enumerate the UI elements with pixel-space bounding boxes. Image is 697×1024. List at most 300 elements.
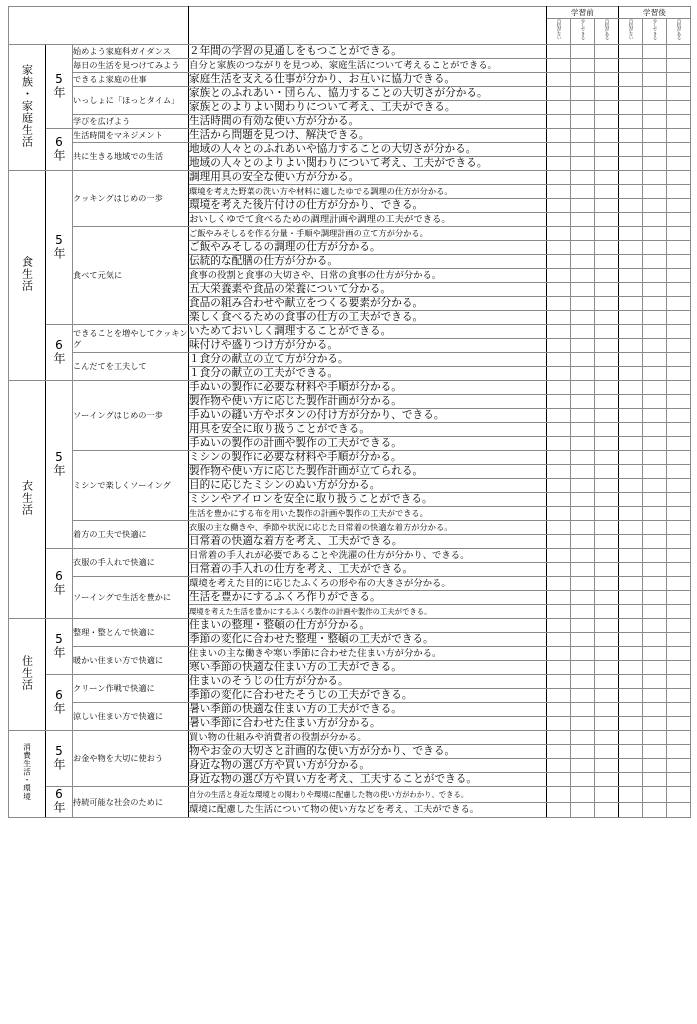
rating-cell-after-2[interactable] xyxy=(643,409,667,423)
rating-cell-before-1[interactable] xyxy=(547,157,571,171)
rating-cell-after-2[interactable] xyxy=(643,563,667,577)
rating-cell-before-2[interactable] xyxy=(571,59,595,73)
rating-cell-before-1[interactable] xyxy=(547,143,571,157)
rating-cell-after-1[interactable] xyxy=(619,703,643,717)
rating-cell-after-2[interactable] xyxy=(643,451,667,465)
rating-cell-before-1[interactable] xyxy=(547,703,571,717)
rating-cell-after-2[interactable] xyxy=(643,479,667,493)
rating-cell-before-3[interactable] xyxy=(595,493,619,507)
rating-cell-before-1[interactable] xyxy=(547,353,571,367)
rating-cell-before-1[interactable] xyxy=(547,395,571,409)
rating-cell-before-1[interactable] xyxy=(547,325,571,339)
rating-cell-before-1[interactable] xyxy=(547,507,571,521)
rating-cell-after-1[interactable] xyxy=(619,241,643,255)
rating-cell-before-1[interactable] xyxy=(547,802,571,818)
rating-cell-after-3[interactable] xyxy=(667,45,691,59)
rating-cell-before-2[interactable] xyxy=(571,255,595,269)
rating-cell-after-2[interactable] xyxy=(643,73,667,87)
rating-cell-after-1[interactable] xyxy=(619,619,643,633)
rating-cell-after-3[interactable] xyxy=(667,535,691,549)
rating-cell-after-3[interactable] xyxy=(667,255,691,269)
rating-cell-after-3[interactable] xyxy=(667,703,691,717)
rating-cell-after-3[interactable] xyxy=(667,283,691,297)
rating-cell-after-2[interactable] xyxy=(643,703,667,717)
rating-cell-after-3[interactable] xyxy=(667,339,691,353)
rating-cell-after-1[interactable] xyxy=(619,213,643,227)
rating-cell-before-1[interactable] xyxy=(547,255,571,269)
rating-cell-after-3[interactable] xyxy=(667,395,691,409)
rating-cell-before-3[interactable] xyxy=(595,507,619,521)
rating-cell-after-1[interactable] xyxy=(619,549,643,563)
rating-cell-after-3[interactable] xyxy=(667,689,691,703)
rating-cell-before-1[interactable] xyxy=(547,591,571,605)
rating-cell-before-1[interactable] xyxy=(547,423,571,437)
rating-cell-before-3[interactable] xyxy=(595,73,619,87)
rating-cell-before-1[interactable] xyxy=(547,675,571,689)
rating-cell-after-1[interactable] xyxy=(619,577,643,591)
rating-cell-after-2[interactable] xyxy=(643,549,667,563)
rating-cell-before-2[interactable] xyxy=(571,297,595,311)
rating-cell-before-1[interactable] xyxy=(547,731,571,745)
rating-cell-before-2[interactable] xyxy=(571,45,595,59)
rating-cell-before-3[interactable] xyxy=(595,227,619,241)
rating-cell-before-3[interactable] xyxy=(595,451,619,465)
rating-cell-before-3[interactable] xyxy=(595,115,619,129)
rating-cell-after-3[interactable] xyxy=(667,227,691,241)
rating-cell-before-2[interactable] xyxy=(571,535,595,549)
rating-cell-before-2[interactable] xyxy=(571,157,595,171)
rating-cell-after-1[interactable] xyxy=(619,101,643,115)
rating-cell-after-2[interactable] xyxy=(643,227,667,241)
rating-cell-before-3[interactable] xyxy=(595,213,619,227)
rating-cell-after-3[interactable] xyxy=(667,325,691,339)
rating-cell-before-3[interactable] xyxy=(595,381,619,395)
rating-cell-before-1[interactable] xyxy=(547,605,571,619)
rating-cell-before-1[interactable] xyxy=(547,381,571,395)
rating-cell-after-3[interactable] xyxy=(667,353,691,367)
rating-cell-before-1[interactable] xyxy=(547,549,571,563)
rating-cell-after-1[interactable] xyxy=(619,423,643,437)
rating-cell-after-3[interactable] xyxy=(667,773,691,787)
rating-cell-before-1[interactable] xyxy=(547,311,571,325)
rating-cell-before-2[interactable] xyxy=(571,633,595,647)
rating-cell-before-2[interactable] xyxy=(571,619,595,633)
rating-cell-after-3[interactable] xyxy=(667,661,691,675)
rating-cell-before-3[interactable] xyxy=(595,703,619,717)
rating-cell-before-3[interactable] xyxy=(595,675,619,689)
rating-cell-after-1[interactable] xyxy=(619,802,643,818)
rating-cell-after-1[interactable] xyxy=(619,465,643,479)
rating-cell-before-3[interactable] xyxy=(595,129,619,143)
rating-cell-after-1[interactable] xyxy=(619,563,643,577)
rating-cell-before-2[interactable] xyxy=(571,283,595,297)
rating-cell-before-2[interactable] xyxy=(571,241,595,255)
rating-cell-after-2[interactable] xyxy=(643,255,667,269)
rating-cell-after-1[interactable] xyxy=(619,535,643,549)
rating-cell-after-1[interactable] xyxy=(619,633,643,647)
rating-cell-before-3[interactable] xyxy=(595,409,619,423)
rating-cell-after-2[interactable] xyxy=(643,605,667,619)
rating-cell-after-2[interactable] xyxy=(643,339,667,353)
rating-cell-after-1[interactable] xyxy=(619,731,643,745)
rating-cell-before-1[interactable] xyxy=(547,185,571,199)
rating-cell-before-3[interactable] xyxy=(595,563,619,577)
rating-cell-after-2[interactable] xyxy=(643,507,667,521)
rating-cell-before-1[interactable] xyxy=(547,283,571,297)
rating-cell-before-2[interactable] xyxy=(571,689,595,703)
rating-cell-after-2[interactable] xyxy=(643,619,667,633)
rating-cell-after-2[interactable] xyxy=(643,633,667,647)
rating-cell-after-2[interactable] xyxy=(643,59,667,73)
rating-cell-after-2[interactable] xyxy=(643,199,667,213)
rating-cell-before-2[interactable] xyxy=(571,325,595,339)
rating-cell-before-3[interactable] xyxy=(595,59,619,73)
rating-cell-before-1[interactable] xyxy=(547,759,571,773)
rating-cell-after-3[interactable] xyxy=(667,115,691,129)
rating-cell-after-2[interactable] xyxy=(643,353,667,367)
rating-cell-after-1[interactable] xyxy=(619,507,643,521)
rating-cell-before-3[interactable] xyxy=(595,241,619,255)
rating-cell-before-3[interactable] xyxy=(595,255,619,269)
rating-cell-before-1[interactable] xyxy=(547,129,571,143)
rating-cell-before-3[interactable] xyxy=(595,521,619,535)
rating-cell-before-3[interactable] xyxy=(595,367,619,381)
rating-cell-after-3[interactable] xyxy=(667,381,691,395)
rating-cell-before-3[interactable] xyxy=(595,773,619,787)
rating-cell-after-1[interactable] xyxy=(619,605,643,619)
rating-cell-before-3[interactable] xyxy=(595,311,619,325)
rating-cell-after-3[interactable] xyxy=(667,409,691,423)
rating-cell-after-1[interactable] xyxy=(619,773,643,787)
rating-cell-before-2[interactable] xyxy=(571,87,595,101)
rating-cell-after-2[interactable] xyxy=(643,129,667,143)
rating-cell-after-3[interactable] xyxy=(667,465,691,479)
rating-cell-after-1[interactable] xyxy=(619,759,643,773)
rating-cell-after-2[interactable] xyxy=(643,395,667,409)
rating-cell-after-1[interactable] xyxy=(619,521,643,535)
rating-cell-before-3[interactable] xyxy=(595,802,619,818)
rating-cell-before-1[interactable] xyxy=(547,73,571,87)
rating-cell-after-1[interactable] xyxy=(619,171,643,185)
rating-cell-after-1[interactable] xyxy=(619,143,643,157)
rating-cell-after-2[interactable] xyxy=(643,423,667,437)
rating-cell-after-1[interactable] xyxy=(619,115,643,129)
rating-cell-before-2[interactable] xyxy=(571,353,595,367)
rating-cell-before-1[interactable] xyxy=(547,367,571,381)
rating-cell-after-2[interactable] xyxy=(643,45,667,59)
rating-cell-after-2[interactable] xyxy=(643,731,667,745)
rating-cell-after-3[interactable] xyxy=(667,451,691,465)
rating-cell-before-1[interactable] xyxy=(547,87,571,101)
rating-cell-before-2[interactable] xyxy=(571,199,595,213)
rating-cell-after-3[interactable] xyxy=(667,802,691,818)
rating-cell-after-3[interactable] xyxy=(667,185,691,199)
rating-cell-after-1[interactable] xyxy=(619,745,643,759)
rating-cell-after-2[interactable] xyxy=(643,661,667,675)
rating-cell-before-2[interactable] xyxy=(571,465,595,479)
rating-cell-before-3[interactable] xyxy=(595,479,619,493)
rating-cell-after-1[interactable] xyxy=(619,493,643,507)
rating-cell-before-2[interactable] xyxy=(571,143,595,157)
rating-cell-after-3[interactable] xyxy=(667,59,691,73)
rating-cell-after-1[interactable] xyxy=(619,661,643,675)
rating-cell-after-2[interactable] xyxy=(643,115,667,129)
rating-cell-after-2[interactable] xyxy=(643,787,667,803)
rating-cell-after-3[interactable] xyxy=(667,717,691,731)
rating-cell-after-2[interactable] xyxy=(643,577,667,591)
rating-cell-before-3[interactable] xyxy=(595,143,619,157)
rating-cell-after-1[interactable] xyxy=(619,297,643,311)
rating-cell-after-2[interactable] xyxy=(643,437,667,451)
rating-cell-after-3[interactable] xyxy=(667,521,691,535)
rating-cell-before-1[interactable] xyxy=(547,339,571,353)
rating-cell-before-2[interactable] xyxy=(571,591,595,605)
rating-cell-after-3[interactable] xyxy=(667,171,691,185)
rating-cell-after-3[interactable] xyxy=(667,493,691,507)
rating-cell-after-2[interactable] xyxy=(643,465,667,479)
rating-cell-before-3[interactable] xyxy=(595,647,619,661)
rating-cell-before-2[interactable] xyxy=(571,129,595,143)
rating-cell-before-2[interactable] xyxy=(571,101,595,115)
rating-cell-before-2[interactable] xyxy=(571,745,595,759)
rating-cell-before-2[interactable] xyxy=(571,423,595,437)
rating-cell-before-2[interactable] xyxy=(571,661,595,675)
rating-cell-after-1[interactable] xyxy=(619,255,643,269)
rating-cell-before-3[interactable] xyxy=(595,185,619,199)
rating-cell-before-3[interactable] xyxy=(595,661,619,675)
rating-cell-before-2[interactable] xyxy=(571,115,595,129)
rating-cell-after-3[interactable] xyxy=(667,367,691,381)
rating-cell-before-3[interactable] xyxy=(595,157,619,171)
rating-cell-after-2[interactable] xyxy=(643,311,667,325)
rating-cell-before-1[interactable] xyxy=(547,465,571,479)
rating-cell-after-1[interactable] xyxy=(619,717,643,731)
rating-cell-before-1[interactable] xyxy=(547,787,571,803)
rating-cell-before-2[interactable] xyxy=(571,395,595,409)
rating-cell-after-3[interactable] xyxy=(667,101,691,115)
rating-cell-after-3[interactable] xyxy=(667,479,691,493)
rating-cell-after-3[interactable] xyxy=(667,549,691,563)
rating-cell-after-1[interactable] xyxy=(619,157,643,171)
rating-cell-after-2[interactable] xyxy=(643,591,667,605)
rating-cell-after-3[interactable] xyxy=(667,297,691,311)
rating-cell-before-1[interactable] xyxy=(547,577,571,591)
rating-cell-before-2[interactable] xyxy=(571,479,595,493)
rating-cell-before-1[interactable] xyxy=(547,773,571,787)
rating-cell-before-2[interactable] xyxy=(571,493,595,507)
rating-cell-before-3[interactable] xyxy=(595,423,619,437)
rating-cell-after-2[interactable] xyxy=(643,802,667,818)
rating-cell-before-2[interactable] xyxy=(571,521,595,535)
rating-cell-before-1[interactable] xyxy=(547,661,571,675)
rating-cell-before-3[interactable] xyxy=(595,199,619,213)
rating-cell-after-1[interactable] xyxy=(619,185,643,199)
rating-cell-before-2[interactable] xyxy=(571,185,595,199)
rating-cell-before-2[interactable] xyxy=(571,647,595,661)
rating-cell-after-3[interactable] xyxy=(667,213,691,227)
rating-cell-after-1[interactable] xyxy=(619,787,643,803)
rating-cell-before-2[interactable] xyxy=(571,213,595,227)
rating-cell-before-3[interactable] xyxy=(595,283,619,297)
rating-cell-before-3[interactable] xyxy=(595,87,619,101)
rating-cell-before-1[interactable] xyxy=(547,59,571,73)
rating-cell-before-3[interactable] xyxy=(595,731,619,745)
rating-cell-before-2[interactable] xyxy=(571,171,595,185)
rating-cell-before-3[interactable] xyxy=(595,297,619,311)
rating-cell-after-3[interactable] xyxy=(667,787,691,803)
rating-cell-before-2[interactable] xyxy=(571,787,595,803)
rating-cell-before-1[interactable] xyxy=(547,689,571,703)
rating-cell-after-3[interactable] xyxy=(667,731,691,745)
rating-cell-after-1[interactable] xyxy=(619,479,643,493)
rating-cell-after-2[interactable] xyxy=(643,241,667,255)
rating-cell-after-1[interactable] xyxy=(619,325,643,339)
rating-cell-after-1[interactable] xyxy=(619,311,643,325)
rating-cell-after-3[interactable] xyxy=(667,759,691,773)
rating-cell-before-3[interactable] xyxy=(595,605,619,619)
rating-cell-after-2[interactable] xyxy=(643,773,667,787)
rating-cell-after-2[interactable] xyxy=(643,535,667,549)
rating-cell-before-1[interactable] xyxy=(547,227,571,241)
rating-cell-after-3[interactable] xyxy=(667,241,691,255)
rating-cell-after-1[interactable] xyxy=(619,591,643,605)
rating-cell-after-1[interactable] xyxy=(619,409,643,423)
rating-cell-after-1[interactable] xyxy=(619,367,643,381)
rating-cell-before-3[interactable] xyxy=(595,633,619,647)
rating-cell-after-1[interactable] xyxy=(619,45,643,59)
rating-cell-after-3[interactable] xyxy=(667,563,691,577)
rating-cell-after-3[interactable] xyxy=(667,605,691,619)
rating-cell-before-2[interactable] xyxy=(571,802,595,818)
rating-cell-before-3[interactable] xyxy=(595,171,619,185)
rating-cell-before-2[interactable] xyxy=(571,227,595,241)
rating-cell-before-3[interactable] xyxy=(595,759,619,773)
rating-cell-before-1[interactable] xyxy=(547,199,571,213)
rating-cell-after-2[interactable] xyxy=(643,185,667,199)
rating-cell-before-2[interactable] xyxy=(571,675,595,689)
rating-cell-after-2[interactable] xyxy=(643,717,667,731)
rating-cell-before-3[interactable] xyxy=(595,325,619,339)
rating-cell-before-3[interactable] xyxy=(595,689,619,703)
rating-cell-after-3[interactable] xyxy=(667,619,691,633)
rating-cell-before-2[interactable] xyxy=(571,549,595,563)
rating-cell-before-1[interactable] xyxy=(547,619,571,633)
rating-cell-before-3[interactable] xyxy=(595,395,619,409)
rating-cell-after-3[interactable] xyxy=(667,423,691,437)
rating-cell-after-1[interactable] xyxy=(619,437,643,451)
rating-cell-before-2[interactable] xyxy=(571,759,595,773)
rating-cell-before-1[interactable] xyxy=(547,45,571,59)
rating-cell-before-3[interactable] xyxy=(595,745,619,759)
rating-cell-after-1[interactable] xyxy=(619,199,643,213)
rating-cell-after-2[interactable] xyxy=(643,213,667,227)
rating-cell-after-3[interactable] xyxy=(667,647,691,661)
rating-cell-before-3[interactable] xyxy=(595,549,619,563)
rating-cell-before-1[interactable] xyxy=(547,493,571,507)
rating-cell-after-1[interactable] xyxy=(619,283,643,297)
rating-cell-before-1[interactable] xyxy=(547,647,571,661)
rating-cell-before-3[interactable] xyxy=(595,437,619,451)
rating-cell-before-1[interactable] xyxy=(547,633,571,647)
rating-cell-before-2[interactable] xyxy=(571,367,595,381)
rating-cell-after-3[interactable] xyxy=(667,129,691,143)
rating-cell-after-3[interactable] xyxy=(667,745,691,759)
rating-cell-after-3[interactable] xyxy=(667,157,691,171)
rating-cell-after-1[interactable] xyxy=(619,59,643,73)
rating-cell-after-1[interactable] xyxy=(619,353,643,367)
rating-cell-before-1[interactable] xyxy=(547,213,571,227)
rating-cell-after-2[interactable] xyxy=(643,297,667,311)
rating-cell-after-3[interactable] xyxy=(667,199,691,213)
rating-cell-after-2[interactable] xyxy=(643,101,667,115)
rating-cell-before-2[interactable] xyxy=(571,269,595,283)
rating-cell-after-1[interactable] xyxy=(619,227,643,241)
rating-cell-before-1[interactable] xyxy=(547,479,571,493)
rating-cell-after-1[interactable] xyxy=(619,689,643,703)
rating-cell-after-1[interactable] xyxy=(619,339,643,353)
rating-cell-after-3[interactable] xyxy=(667,675,691,689)
rating-cell-after-1[interactable] xyxy=(619,647,643,661)
rating-cell-before-1[interactable] xyxy=(547,717,571,731)
rating-cell-before-2[interactable] xyxy=(571,717,595,731)
rating-cell-after-1[interactable] xyxy=(619,269,643,283)
rating-cell-after-2[interactable] xyxy=(643,87,667,101)
rating-cell-before-2[interactable] xyxy=(571,577,595,591)
rating-cell-after-1[interactable] xyxy=(619,675,643,689)
rating-cell-after-2[interactable] xyxy=(643,521,667,535)
rating-cell-before-3[interactable] xyxy=(595,269,619,283)
rating-cell-after-2[interactable] xyxy=(643,381,667,395)
rating-cell-before-2[interactable] xyxy=(571,381,595,395)
rating-cell-after-2[interactable] xyxy=(643,269,667,283)
rating-cell-before-3[interactable] xyxy=(595,101,619,115)
rating-cell-after-2[interactable] xyxy=(643,675,667,689)
rating-cell-after-1[interactable] xyxy=(619,381,643,395)
rating-cell-after-1[interactable] xyxy=(619,451,643,465)
rating-cell-before-3[interactable] xyxy=(595,353,619,367)
rating-cell-after-2[interactable] xyxy=(643,325,667,339)
rating-cell-after-2[interactable] xyxy=(643,493,667,507)
rating-cell-after-3[interactable] xyxy=(667,87,691,101)
rating-cell-after-2[interactable] xyxy=(643,157,667,171)
rating-cell-before-2[interactable] xyxy=(571,703,595,717)
rating-cell-after-1[interactable] xyxy=(619,395,643,409)
rating-cell-after-2[interactable] xyxy=(643,367,667,381)
rating-cell-after-2[interactable] xyxy=(643,745,667,759)
rating-cell-before-2[interactable] xyxy=(571,563,595,577)
rating-cell-before-1[interactable] xyxy=(547,101,571,115)
rating-cell-after-3[interactable] xyxy=(667,269,691,283)
rating-cell-before-3[interactable] xyxy=(595,619,619,633)
rating-cell-after-1[interactable] xyxy=(619,87,643,101)
rating-cell-before-2[interactable] xyxy=(571,451,595,465)
rating-cell-before-2[interactable] xyxy=(571,339,595,353)
rating-cell-before-1[interactable] xyxy=(547,745,571,759)
rating-cell-after-1[interactable] xyxy=(619,73,643,87)
rating-cell-before-2[interactable] xyxy=(571,311,595,325)
rating-cell-after-3[interactable] xyxy=(667,73,691,87)
rating-cell-after-1[interactable] xyxy=(619,129,643,143)
rating-cell-before-3[interactable] xyxy=(595,535,619,549)
rating-cell-before-1[interactable] xyxy=(547,409,571,423)
rating-cell-after-3[interactable] xyxy=(667,437,691,451)
rating-cell-before-2[interactable] xyxy=(571,73,595,87)
rating-cell-after-2[interactable] xyxy=(643,171,667,185)
rating-cell-before-1[interactable] xyxy=(547,297,571,311)
rating-cell-before-3[interactable] xyxy=(595,45,619,59)
rating-cell-before-1[interactable] xyxy=(547,563,571,577)
rating-cell-after-2[interactable] xyxy=(643,647,667,661)
